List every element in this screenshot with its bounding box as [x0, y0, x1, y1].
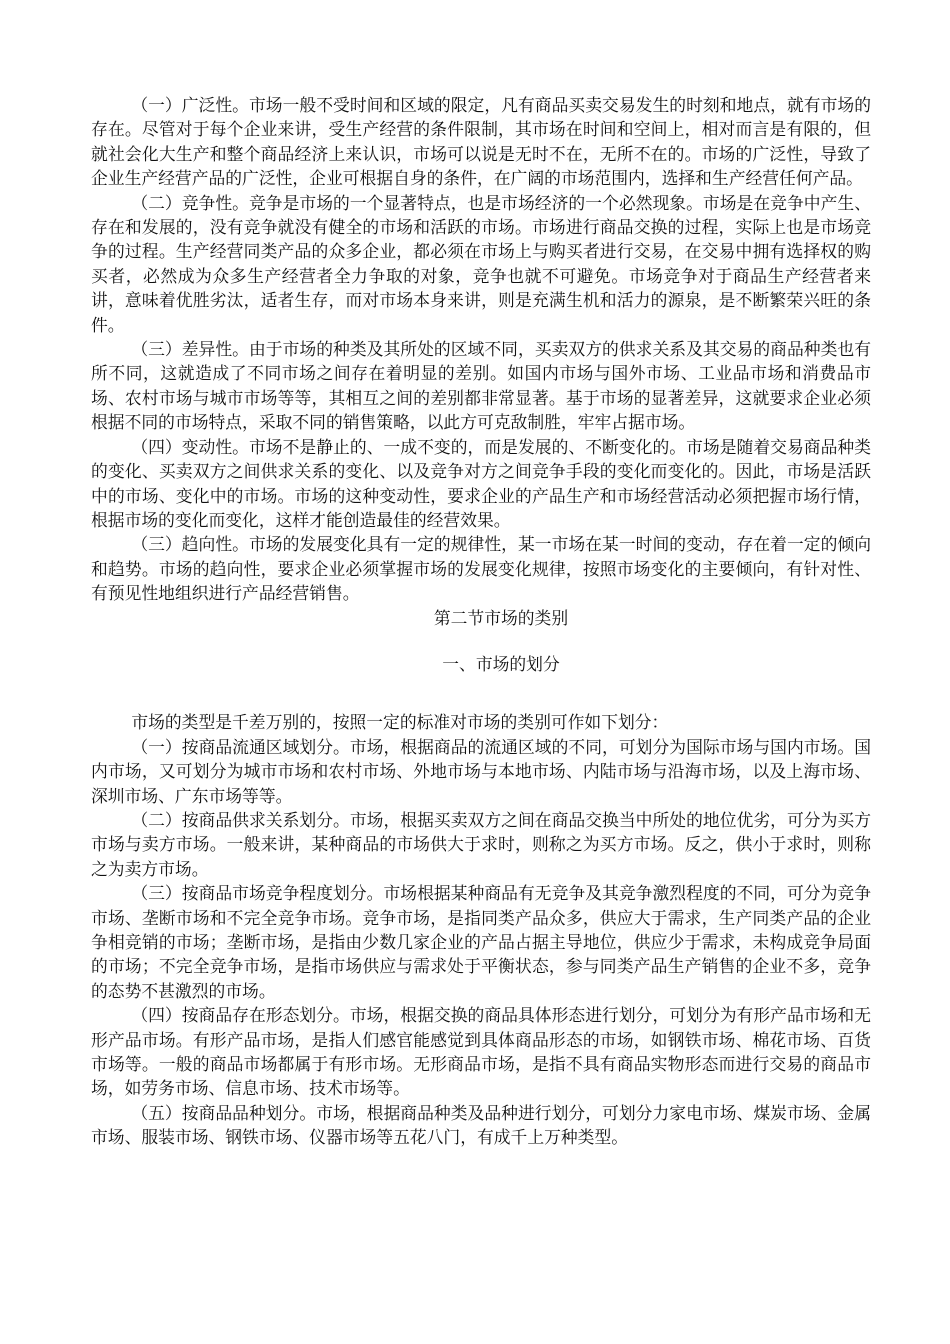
paragraph-by-competition: （三）按商品市场竞争程度划分。市场根据某种商品有无竞争及其竞争激烈程度的不同，可分为竞争市场、垄断市场和不完全竞争市场。竞争市场，是指同类产品众多，供应大于需求，生产同类产品的企业争相竞销的市场；垄断市场，是指由少数几家企业的产品占据主导地位，供应少于需求，未构成竞争局面的市场；不完全竞争市场，是指市场供应与需求处于平衡状态，参与同类产品生产销售的企业不多，竞争的态势不甚激烈的市场。 — [91, 883, 871, 1001]
sub-title: 一、市场的划分 — [442, 653, 560, 674]
paragraph-difference: （三）差异性。由于市场的种类及其所处的区域不同，买卖双方的供求关系及其交易的商品种类也有所不同，这就造成了不同市场之间存在着明显的差别。如国内市场与国外市场、工业品市场和消费品市场、农村市场与城市市场等等，其相互之间的差别都非常显著。基于市场的显著差异，这就要求企业必须根据不同的市场特点，采取不同的销售策略，以此方可克敌制胜，牢牢占据市场。 — [91, 339, 871, 433]
paragraph-by-variety: （五）按商品品种划分。市场，根据商品种类及品种进行划分，可划分力家电市场、煤炭市场、金属市场、服装市场、钢铁市场、仪器市场等五花八门，有成千上万种类型。 — [91, 1102, 871, 1148]
paragraph-tendency: （三）趋向性。市场的发展变化具有一定的规律性，某一市场在某一时间的变动，存在着一定的倾向和趋势。市场的趋向性，要求企业必须掌握市场的发展变化规律，按照市场变化的主要倾向，有针对性、有预见性地组织进行产品经营销售。 — [91, 534, 871, 604]
paragraph-variability: （四）变动性。市场不是静止的、一成不变的，而是发展的、不断变化的。市场是随着交易商品种类的变化、买卖双方之间供求关系的变化、以及竞争对方之间竞争手段的变化而变化的。因此，市场是活跃中的市场、变化中的市场。市场的这种变动性，要求企业的产品生产和市场经营活动必须把握市场行情，根据市场的变化而变化，这样才能创造最佳的经营效果。 — [91, 436, 871, 530]
paragraph-breadth: （一）广泛性。市场一般不受时间和区域的限定，凡有商品买卖交易发生的时刻和地点，就有市场的存在。尽管对于每个企业来讲，受生产经营的条件限制，其市场在时间和空间上，相对而言是有限的，但就社会化大生产和整个商品经济上来认识，市场可以说是无时不在，无所不在的。市场的广泛性，导致了企业生产经营产品的广泛性，企业可根据自身的条件，在广阔的市场范围内，选择和生产经营任何产品。 — [91, 95, 871, 189]
paragraph-by-form: （四）按商品存在形态划分。市场，根据交换的商品具体形态进行划分，可划分为有形产品市场和无形产品市场。有形产品市场，是指人们感官能感觉到具体商品形态的市场，如钢铁市场、棉花市场、百货市场等。一般的商品市场都属于有形市场。无形商品市场，是指不具有商品实物形态而进行交易的商品市场，如劳务市场、信息市场、技术市场等。 — [91, 1005, 871, 1099]
paragraph-by-region: （一）按商品流通区域划分。市场，根据商品的流通区域的不同，可划分为国际市场与国内市场。国内市场，又可划分为城市市场和农村市场、外地市场与本地市场、内陆市场与沿海市场，以及上海市场、深圳市场、广东市场等等。 — [91, 736, 871, 806]
paragraph-intro: 市场的类型是千差万别的，按照一定的标准对市场的类别可作如下划分： — [131, 712, 669, 733]
paragraph-competitiveness: （二）竞争性。竞争是市场的一个显著特点，也是市场经济的一个必然现象。市场是在竞争中产生、存在和发展的，没有竞争就没有健全的市场和活跃的市场。市场进行商品交换的过程，实际上也是市场竞争的过程。生产经营同类产品的众多企业，都必须在市场上与购买者进行交易，在交易中拥有选择权的购买者，必然成为众多生产经营者全力争取的对象，竞争也就不可避免。市场竞争对于商品生产经营者来讲，意味着优胜劣汰，适者生存，而对市场本身来讲，则是充满生机和活力的源泉，是不断繁荣兴旺的条件。 — [91, 192, 871, 335]
section-title: 第二节市场的类别 — [433, 607, 569, 628]
document-page — [91, 93, 871, 1150]
paragraph-by-supply-demand: （二）按商品供求关系划分。市场，根据买卖双方之间在商品交换当中所处的地位优劣，可分为买方市场与卖方市场。一般来讲，某种商品的市场供大于求时，则称之为买方市场。反之，供小于求时，则称之为卖方市场。 — [91, 809, 871, 879]
